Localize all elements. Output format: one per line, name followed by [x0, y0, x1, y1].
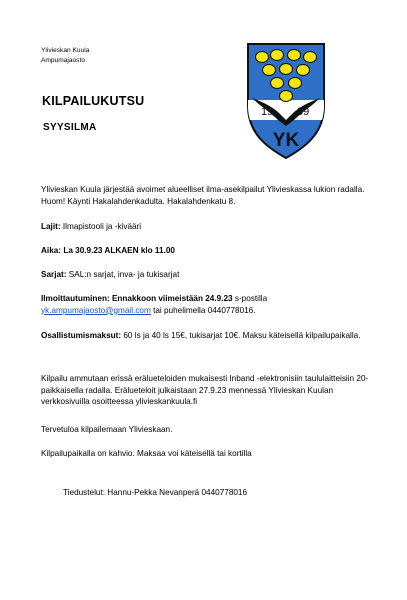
- page-title: KILPAILUKUTSU: [42, 94, 145, 108]
- welcome-text: Tervetuloa kilpailemaan Ylivieskaan.: [41, 425, 173, 434]
- org-line-2: Ampumajaosto: [41, 56, 85, 64]
- intro-text: Ylivieskan Kuula järjestää avoimet alueelliset ilma-asekilpailut Ylivieskassa lukion radalla. Huom! Käynti Hakalahdenkadulta. Hakalahdenkatu 8.: [41, 185, 365, 206]
- lajit-line: [41, 221, 371, 233]
- maksut-block: [41, 330, 371, 342]
- ilmoittautuminen-block: [41, 293, 371, 316]
- aika-line: [41, 245, 371, 257]
- maksut-value: 60 ls ja 40 ls 15€, tukisarjat 10€. Maksu käteisellä kilpailupaikalla.: [123, 331, 361, 340]
- logo-letters: YK: [272, 130, 300, 151]
- lajit-label: Lajit:: [41, 222, 61, 231]
- organization-name: [41, 46, 89, 65]
- logo-year-right: 09: [297, 106, 310, 118]
- ilmoittautuminen-text-1: s-postilla: [234, 294, 268, 303]
- lajit-value: Ilmapistooli ja -kivääri: [62, 222, 142, 231]
- sarjat-line: [41, 269, 371, 281]
- aika-value: La 30.9.23 ALKAEN klo 11.00: [63, 246, 175, 255]
- ilmoittautuminen-label: Ilmoittautuminen:: [41, 294, 110, 303]
- logo-year-left: 19: [261, 106, 274, 118]
- ilmoittautuminen-text-2: tai puhelimella 0440778016.: [153, 305, 256, 315]
- page-subtitle: SYYSILMA: [43, 122, 97, 133]
- email-link[interactable]: yk.ampumajaosto@gmail.com: [41, 305, 151, 315]
- sarjat-label: Sarjat:: [41, 270, 67, 279]
- sarjat-value: SAL:n sarjat, inva- ja tukisarjat: [68, 270, 180, 279]
- contact-text: Tiedustelut: Hannu-Pekka Nevanperä 0440778016: [63, 488, 248, 497]
- club-logo: [246, 42, 326, 160]
- competition-info-text: Kilpailu ammutaan erissä erälueteloiden mukaisesti Inband -elektronisiin taululaitteisiin 20-paikkaisella radalla. Erälueteloit julkaistaan 27.9.23 mennessä Ylivieskan Kuulan verkkosivuilla osoitteessa ylivieskankuula.fi: [41, 374, 369, 407]
- org-line-1: Ylivieskan Kuula: [41, 47, 90, 54]
- cafe-text: Kilpailupaikalla on kahvio. Maksaa voi käteisellä tai kortilla: [41, 449, 252, 458]
- ilmoittautuminen-deadline: Ennakkoon viimeistään 24.9.23: [111, 294, 233, 303]
- maksut-label: Osallistumismaksut:: [41, 331, 122, 340]
- aika-label: Aika:: [41, 246, 62, 255]
